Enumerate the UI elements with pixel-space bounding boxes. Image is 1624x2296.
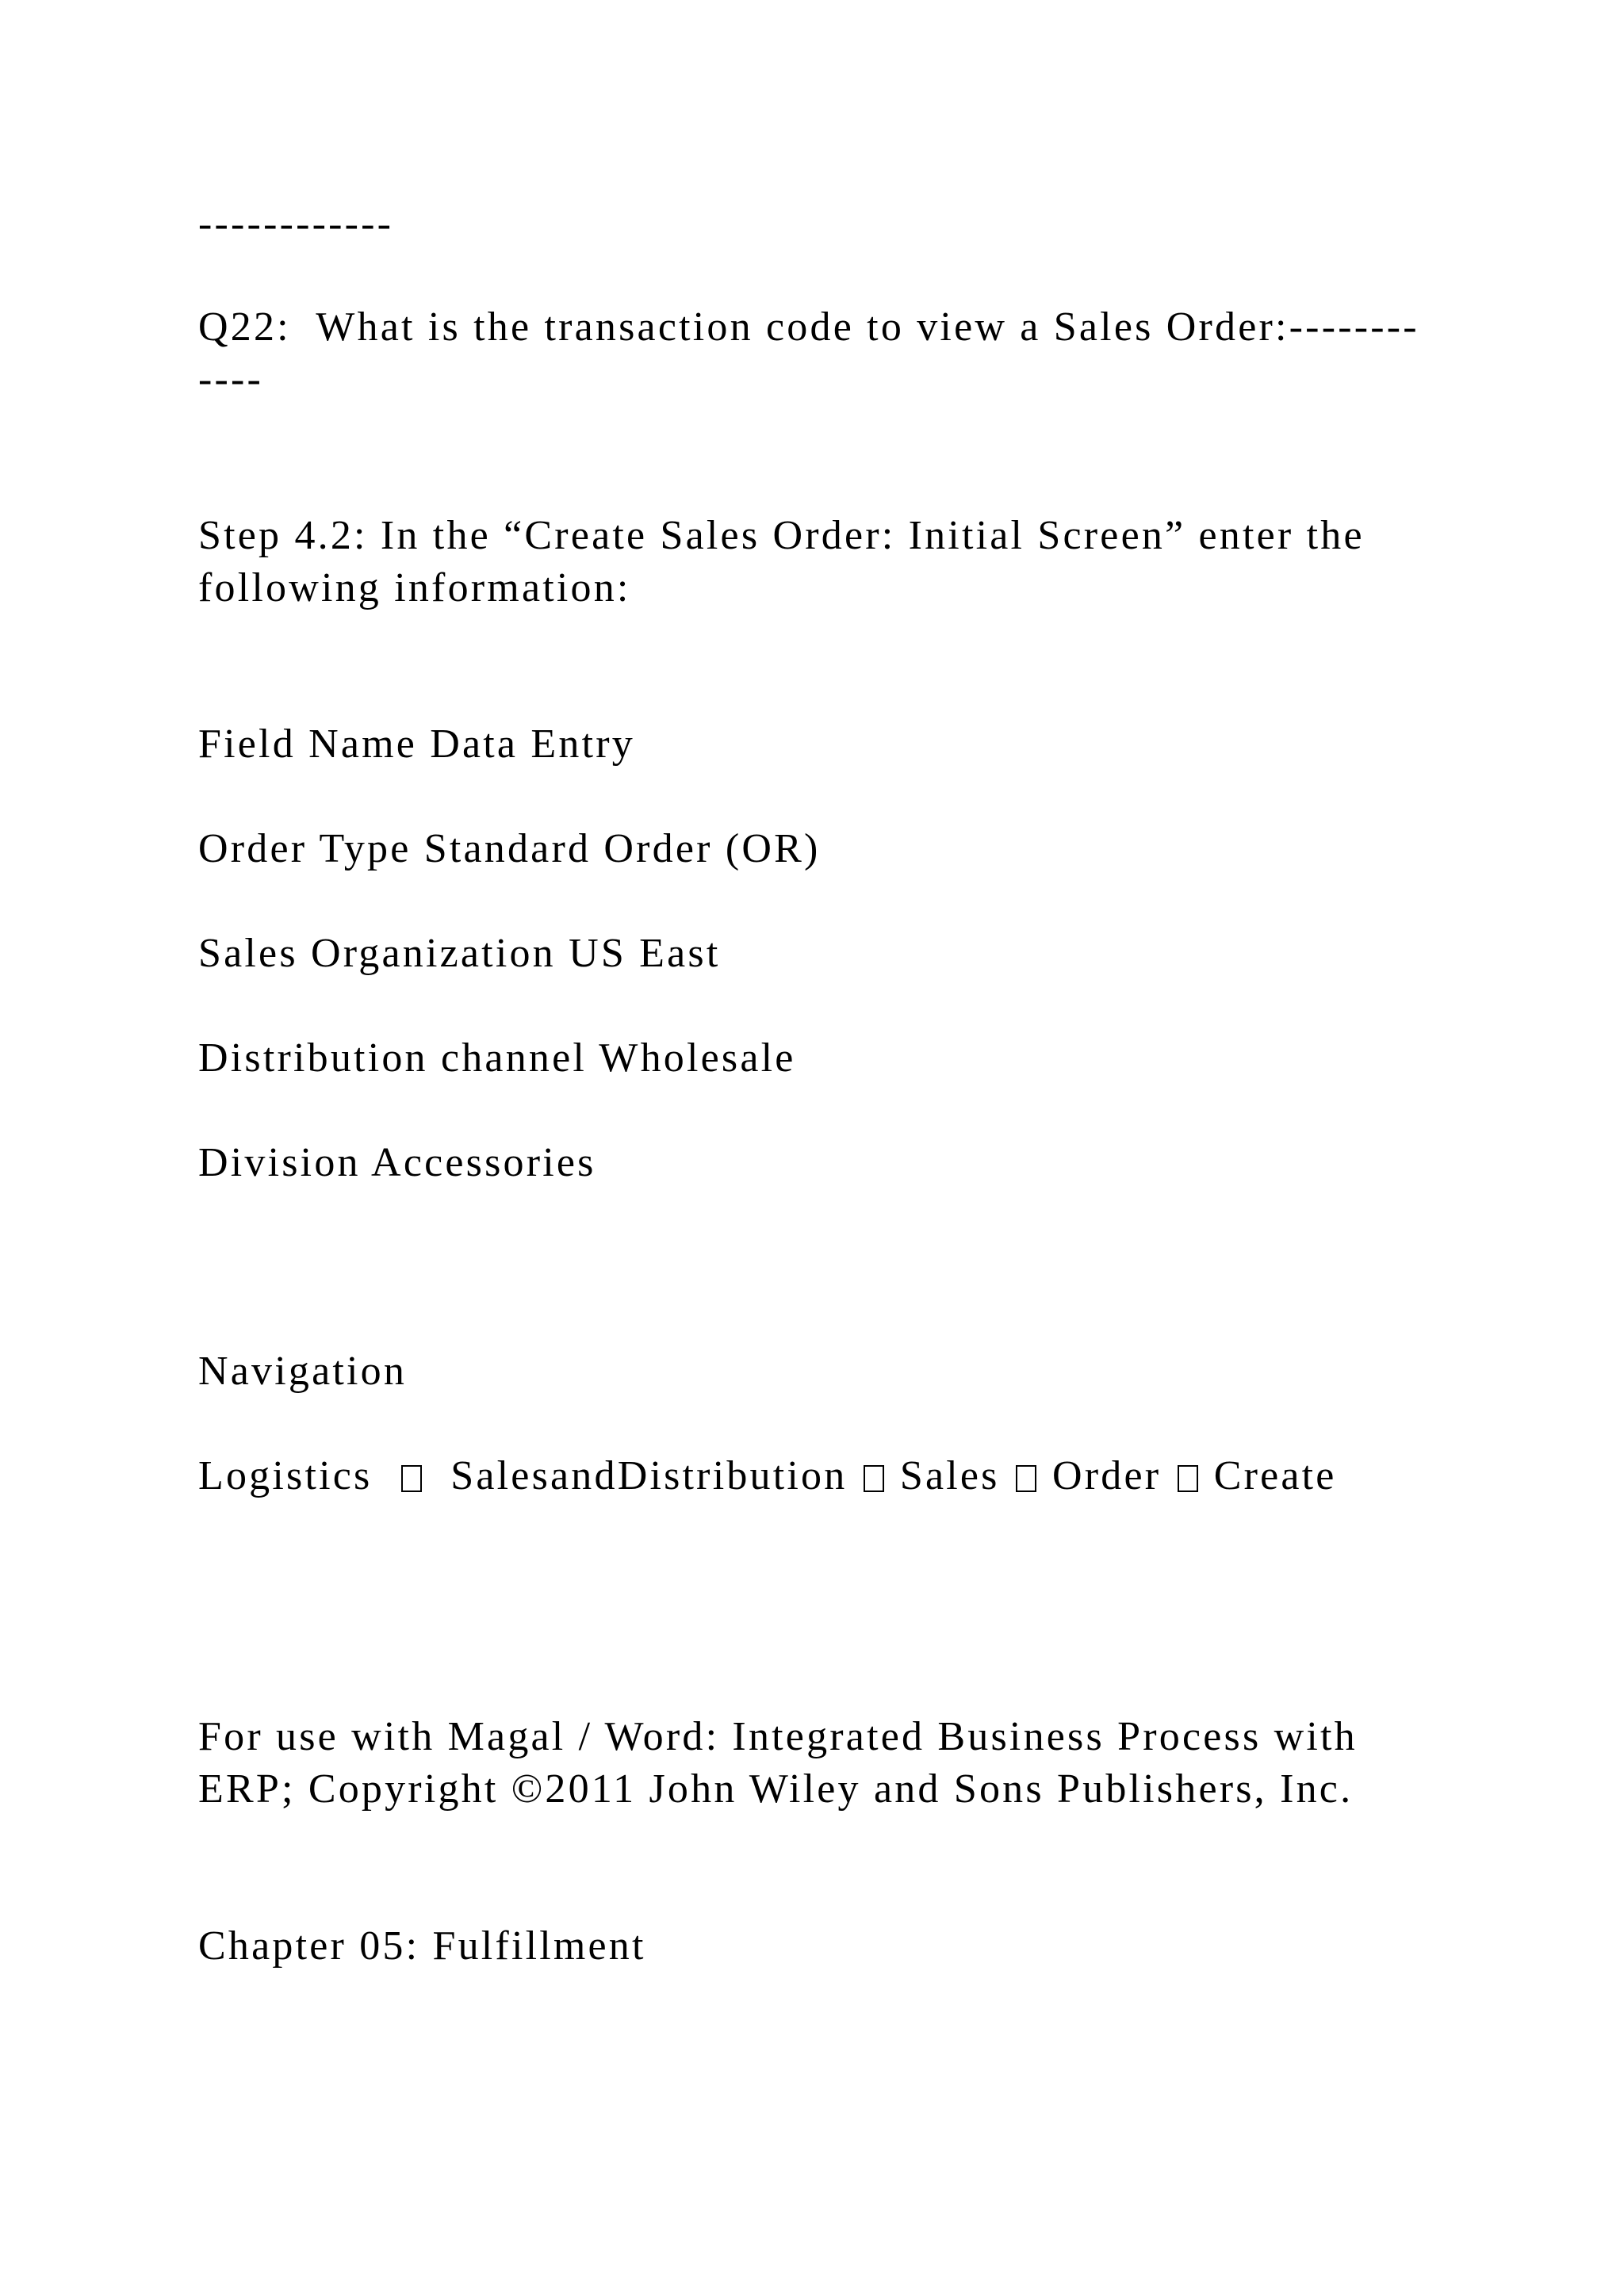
missing-glyph-box-icon	[1178, 1465, 1198, 1492]
chapter-title: Chapter 05: Fulfillment	[198, 1923, 646, 1969]
table-row-sales-organization: Sales Organization US East	[198, 931, 721, 976]
table-row-header: Field Name Data Entry	[198, 721, 635, 767]
missing-glyph-box-icon	[864, 1465, 884, 1492]
navigation-label: Navigation	[198, 1349, 408, 1394]
missing-glyph-box-icon	[1016, 1465, 1036, 1492]
footer-line-1: For use with Magal / Word: Integrated Business Process with	[198, 1714, 1358, 1759]
missing-glyph-box-icon	[401, 1465, 422, 1492]
table-row-order-type: Order Type Standard Order (OR)	[198, 826, 821, 871]
footer-line-2: ERP; Copyright ©2011 John Wiley and Sons Publishers, Inc.	[198, 1766, 1354, 1812]
navigation-path	[198, 1450, 1337, 1502]
question-q22-line-1: Q22: What is the transaction code to view a Sales Order:--------	[198, 304, 1419, 350]
table-row-distribution-channel: Distribution channel Wholesale	[198, 1035, 796, 1081]
question-q22-line-2: ----	[198, 357, 264, 402]
nav-step-logistics: Logistics	[198, 1453, 398, 1498]
dash-line: ------------	[198, 201, 394, 247]
step-4-2-line-2: following information:	[198, 565, 631, 610]
nav-step-sales: Sales	[887, 1453, 1013, 1498]
nav-step-sales-and-distribution: SalesandDistribution	[424, 1453, 860, 1498]
nav-step-order: Order	[1039, 1453, 1174, 1498]
nav-step-create: Create	[1201, 1453, 1337, 1498]
step-4-2-line-1: Step 4.2: In the “Create Sales Order: Initial Screen” enter the	[198, 513, 1365, 558]
table-row-division: Division Accessories	[198, 1140, 596, 1185]
